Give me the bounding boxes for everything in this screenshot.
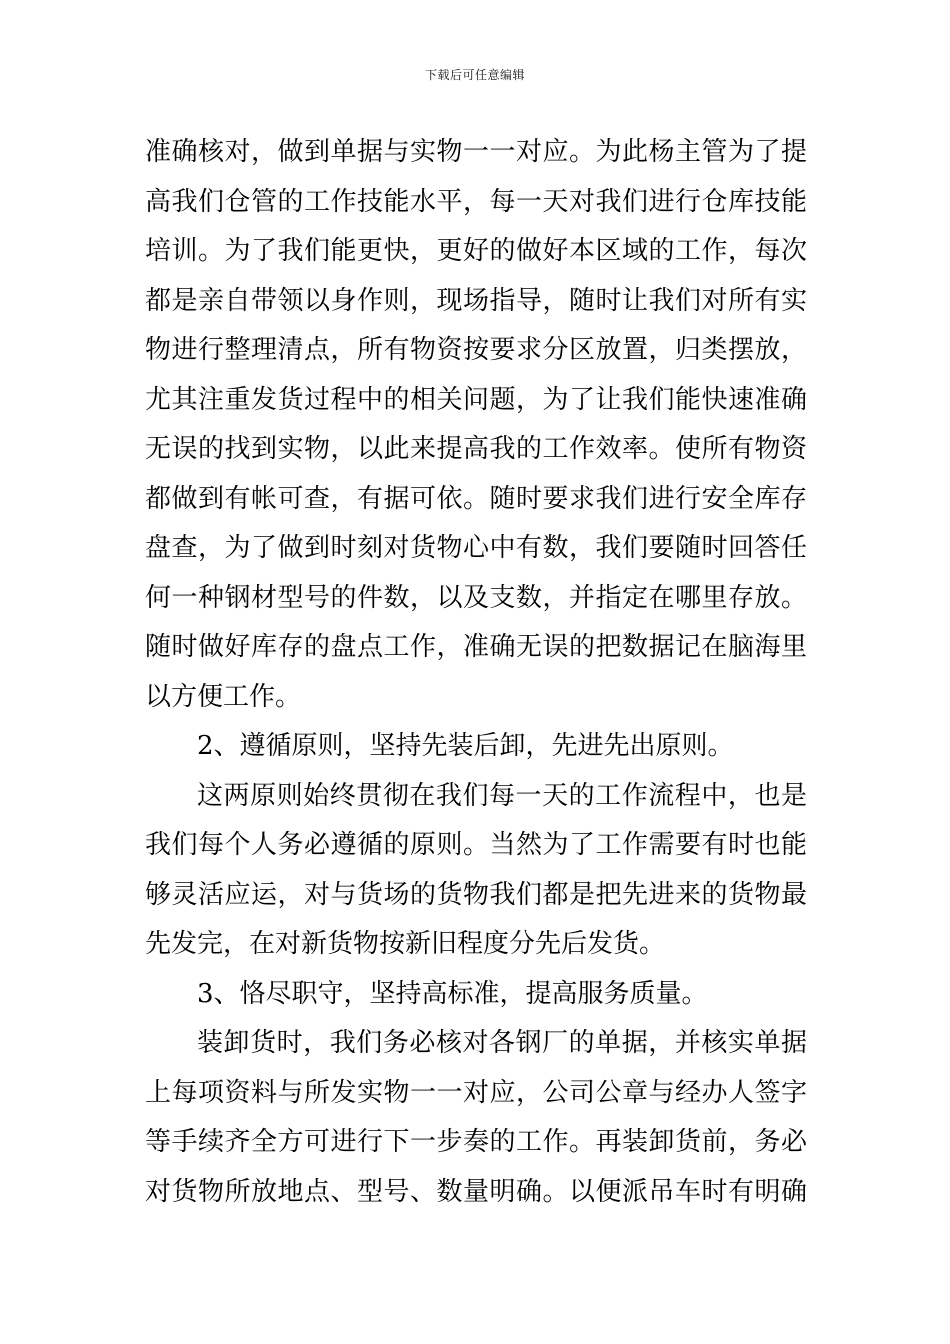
text-line: 高我们仓管的工作技能水平，每一天对我们进行仓库技能 bbox=[145, 186, 807, 217]
section-heading-2 bbox=[145, 722, 807, 772]
text-line: 等手续齐全方可进行下一步奏的工作。再装卸货前，务必 bbox=[145, 1127, 807, 1157]
text-line: 先发完，在对新货物按新旧程度分先后发货。 bbox=[145, 929, 666, 959]
text-line: 何一种钢材型号的件数，以及支数，并指定在哪里存放。 bbox=[145, 582, 807, 613]
text-line: 3、恪尽职守，坚持高标准，提高服务质量。 bbox=[197, 978, 708, 1009]
paragraph-3 bbox=[145, 772, 807, 970]
text-line: 我们每个人务必遵循的原则。当然为了工作需要有时也能 bbox=[145, 830, 807, 860]
text-line: 装卸货时，我们务必核对各钢厂的单据，并核实单据 bbox=[197, 1028, 807, 1058]
text-line: 够灵活应运，对与货场的货物我们都是把先进来的货物最 bbox=[145, 879, 807, 910]
paragraph-1 bbox=[145, 128, 807, 722]
text-line: 物进行整理清点，所有物资按要求分区放置，归类摆放， bbox=[145, 335, 807, 365]
text-line: 对货物所放地点、型号、数量明确。以便派吊车时有明确 bbox=[145, 1176, 807, 1207]
text-line: 尤其注重发货过程中的相关问题，为了让我们能快速准确 bbox=[145, 384, 807, 415]
text-line: 盘查，为了做到时刻对货物心中有数，我们要随时回答任 bbox=[145, 533, 807, 563]
text-line: 无误的找到实物，以此来提高我的工作效率。使所有物资 bbox=[145, 434, 807, 464]
text-line: 上每项资料与所发实物一一对应，公司公章与经办人签字 bbox=[145, 1077, 807, 1108]
paragraph-5 bbox=[145, 1019, 807, 1217]
section-heading-3 bbox=[145, 970, 807, 1020]
text-line: 都是亲自带领以身作则，现场指导，随时让我们对所有实 bbox=[145, 285, 807, 316]
text-line: 都做到有帐可查，有据可依。随时要求我们进行安全库存 bbox=[145, 483, 807, 514]
text-line: 这两原则始终贯彻在我们每一天的工作流程中，也是 bbox=[197, 780, 807, 811]
text-line: 以方便工作。 bbox=[145, 681, 302, 712]
page-header-note: 下载后可任意编辑 bbox=[424, 68, 525, 82]
text-line: 培训。为了我们能更快，更好的做好本区域的工作，每次 bbox=[145, 236, 807, 266]
document-body bbox=[145, 128, 807, 1217]
text-line: 随时做好库存的盘点工作，准确无误的把数据记在脑海里 bbox=[145, 632, 807, 662]
text-line: 2、遵循原则，坚持先装后卸，先进先出原则。 bbox=[197, 731, 734, 761]
text-line: 准确核对，做到单据与实物一一对应。为此杨主管为了提 bbox=[145, 137, 807, 167]
